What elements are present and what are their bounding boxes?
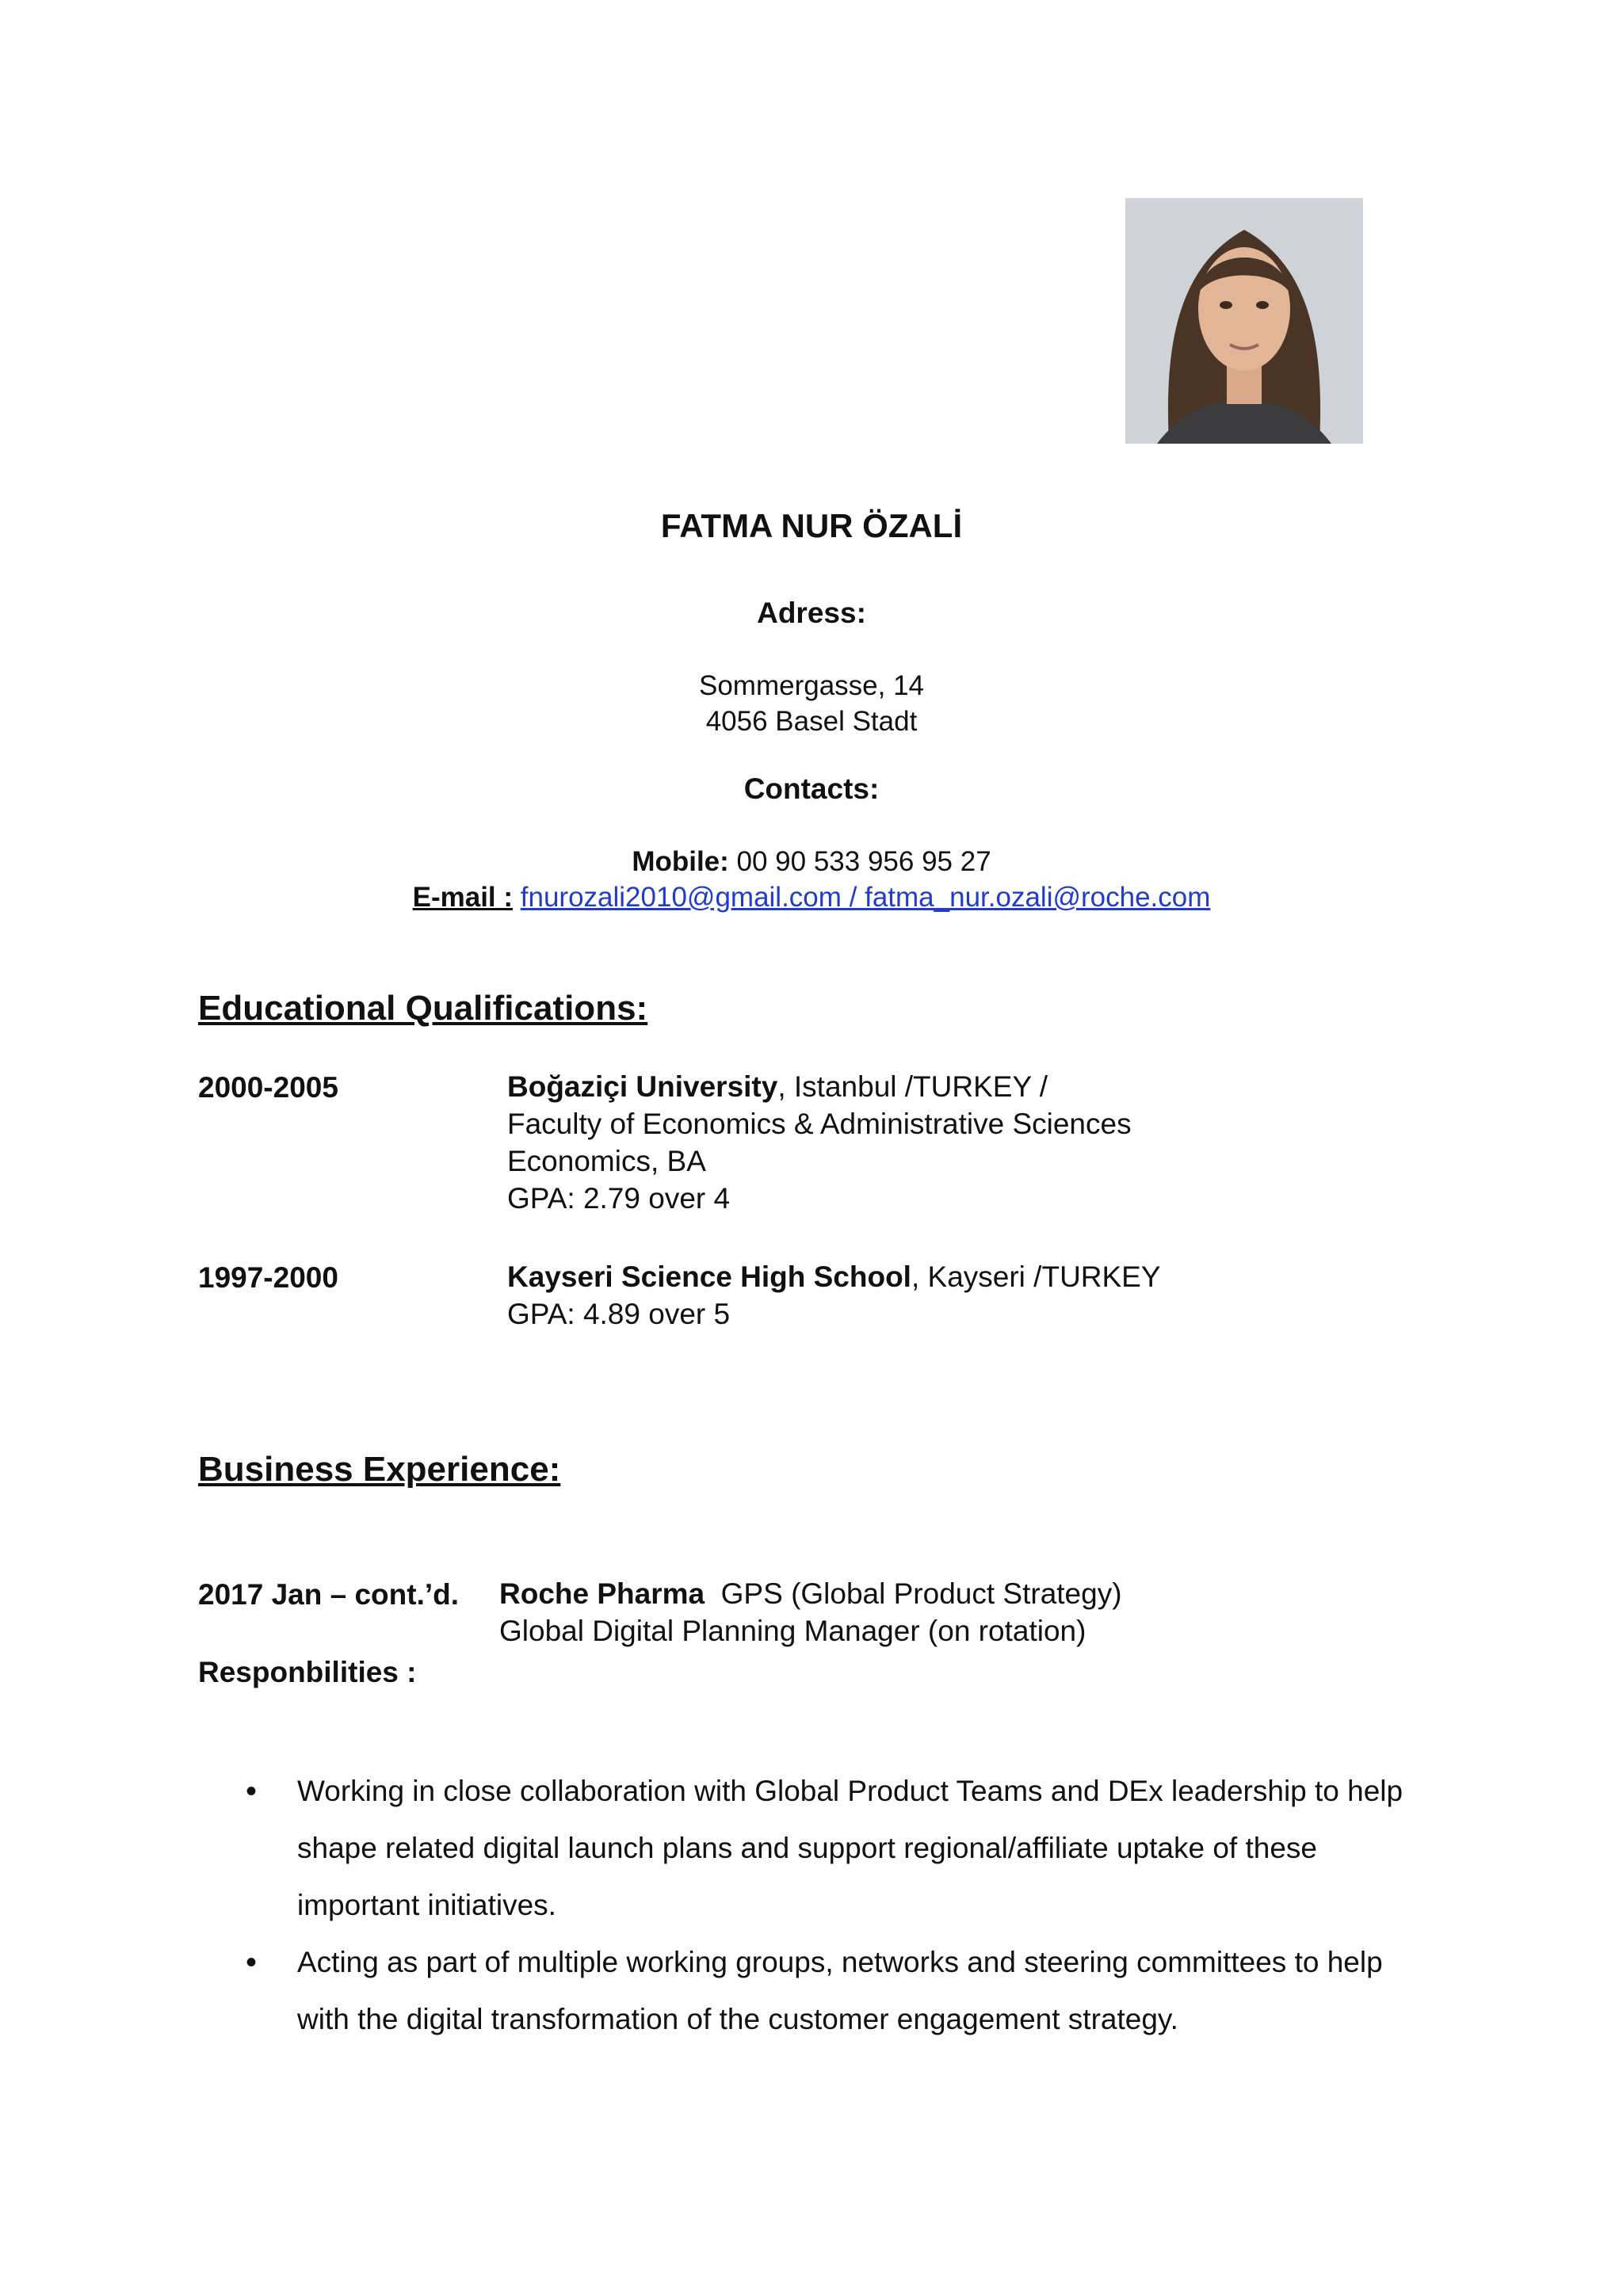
contacts-label: Contacts: [743,772,880,805]
education-faculty: Faculty of Economics & Administrative Sciences [507,1108,1132,1140]
education-gpa: GPA: 2.79 over 4 [507,1182,731,1215]
experience-unit: GPS (Global Product Strategy) [705,1577,1122,1610]
email-line [0,879,1623,915]
education-entry-2 [507,1258,1161,1333]
mobile-value: 00 90 533 956 95 27 [736,846,991,877]
experience-heading: Business Experience: [198,1450,561,1489]
education-years-2: 1997-2000 [198,1261,338,1294]
education-location: , Kayseri /TURKEY [911,1261,1161,1293]
education-institution: Boğaziçi University [507,1070,778,1103]
education-gpa: GPA: 4.89 over 5 [507,1298,731,1330]
address-label: Adress: [757,597,866,629]
experience-role: Global Digital Planning Manager (on rotation) [499,1615,1086,1647]
experience-entry [499,1575,1122,1650]
mobile-line [0,844,1623,879]
address-line-1: Sommergasse, 14 [698,670,925,701]
address-line-2: 4056 Basel Stadt [705,706,918,737]
email-label: E-mail : [412,882,514,913]
list-item: • Working in close collaboration with Global Product Teams and DEx leadership to help shape related digital launch plans and support regional/affiliate uptake of these important initiatives. [246,1763,1434,1934]
education-degree: Economics, BA [507,1145,706,1177]
education-location: , Istanbul /TURKEY / [777,1070,1048,1103]
education-institution-line [507,1068,1132,1105]
education-institution-line [507,1258,1161,1295]
education-years-1: 2000-2005 [198,1071,338,1104]
portrait-icon [1125,198,1363,444]
list-item: • Acting as part of multiple working groups, networks and steering committees to help with the digital transformation of the customer engagement strategy. [246,1934,1434,2048]
candidate-name: FATMA NUR ÖZALİ [660,507,963,544]
experience-company: Roche Pharma [499,1577,705,1610]
experience-company-line [499,1575,1122,1612]
responsibilities-list [246,1763,1434,2048]
education-entry-1 [507,1068,1132,1217]
education-institution: Kayseri Science High School [507,1261,911,1293]
experience-years: 2017 Jan – cont.’d. [198,1578,460,1611]
email-link[interactable]: fnurozali2010@gmail.com / fatma_nur.ozali@roche.com [520,882,1211,913]
profile-photo [1125,198,1363,444]
education-heading: Educational Qualifications: [198,989,648,1028]
mobile-label: Mobile: [632,846,729,877]
responsibilities-label: Responbilities : [198,1656,417,1688]
